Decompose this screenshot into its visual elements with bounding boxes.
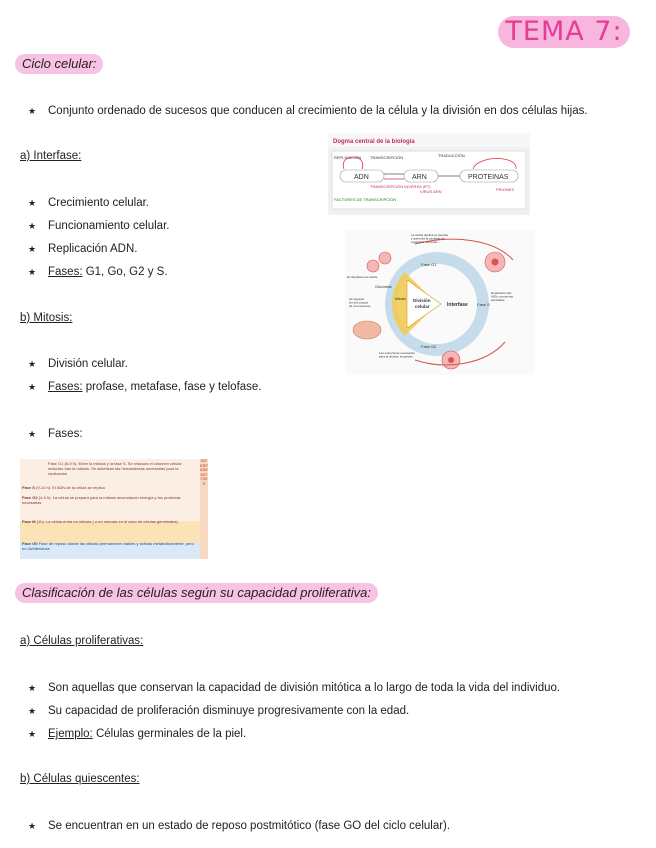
cycle-s: Fase S [477, 302, 490, 307]
row-text: (9-10 h). El ADN de la célula se replica [36, 485, 105, 490]
intro-text: Conjunto ordenado de sucesos que conducen al crecimiento de la célula y la división en dos células hijas. [48, 105, 588, 117]
row-label: Fase G2 [22, 495, 38, 500]
table-row [22, 519, 198, 541]
note-left-2: Se separan los dos juegos de cromosomas [349, 297, 371, 309]
row-label: Fase S [22, 485, 35, 490]
star-bullet-icon: ★ [28, 221, 37, 231]
list-item-text: Son aquellas que conservan la capacidad de división mitótica a lo largo de toda la vida del individuo. [48, 682, 561, 694]
row-label: Fase M [22, 519, 36, 524]
list-item [28, 357, 128, 371]
list-item-text: Replicación ADN. [48, 243, 138, 255]
note-left-1: El citoplasma se divide [347, 275, 378, 279]
dogma-priones: PRIONES [496, 187, 515, 192]
list-item [28, 196, 149, 210]
daughter-cell-1 [367, 260, 379, 272]
star-bullet-icon: ★ [28, 267, 37, 277]
list-item-text: Crecimiento celular. [48, 197, 149, 209]
table-row [22, 461, 198, 485]
list-item [28, 427, 83, 441]
dogma-transcripcion: TRANSCRIPCIÓN [370, 155, 404, 160]
cell-cycle-diagram [345, 230, 535, 375]
list-item-text: Funcionamiento celular. [48, 220, 170, 232]
proliferativas-heading: a) Células proliferativas: [20, 635, 144, 647]
section-heading-ciclo: Ciclo celular: [15, 54, 103, 74]
phase-rows [22, 461, 198, 557]
side-label-interfase: INTERFASE [200, 459, 208, 472]
cycle-g1: Fase G1 [421, 262, 437, 267]
note-top: La célula duplica su tamaño y aumenta la cantidad de orgánulos, enzimas... [411, 233, 449, 245]
list-item-text: Su capacidad de proliferación disminuye progresivamente con la edad. [48, 705, 410, 717]
section-heading-clasificacion: Clasificación de las células según su capacidad proliferativa: [15, 583, 378, 603]
phases-text: G1, Go, G2 y S. [82, 266, 168, 278]
cell-g2-nucleus [448, 357, 454, 363]
phases-label: Fases: [48, 428, 83, 440]
list-item [28, 242, 137, 256]
dividing-cell [353, 321, 381, 339]
row-text: Fase de reposo donde las células permanecen viables y activas metabólicamente, pero no dividiéndose [22, 541, 194, 551]
list-item [28, 681, 560, 695]
list-item-text: División celular. [48, 358, 128, 370]
star-bullet-icon: ★ [28, 106, 37, 116]
side-label-mitosis: MITOSIS [200, 471, 208, 486]
dogma-traduccion: TRADUCCIÓN [438, 153, 465, 158]
list-item [28, 819, 450, 833]
star-bullet-icon: ★ [28, 198, 37, 208]
list-item [28, 219, 169, 233]
table-row [22, 485, 198, 495]
phases-label: Fases: [48, 381, 83, 393]
star-bullet-icon: ★ [28, 359, 37, 369]
list-item [28, 265, 168, 279]
phase-table-figure [20, 459, 208, 559]
cycle-citocinesis: Citocinesis [375, 285, 392, 289]
cell-g1-nucleus [492, 259, 499, 266]
cycle-interfase: Interfase [447, 302, 468, 308]
star-bullet-icon: ★ [28, 382, 37, 392]
row-label: Fase G0 [22, 541, 38, 546]
mitosis-heading: b) Mitosis: [20, 312, 73, 324]
dogma-title: Dogma central de la biología [333, 139, 415, 145]
dogma-replicacion: REPLICACIÓN [334, 155, 362, 160]
phases-text: profase, metafase, fase y telofase. [82, 381, 262, 393]
dogma-inversa: TRANSCRIPCIÓN INVERSA (RT) [370, 184, 431, 189]
note-right: Duplicación del ADN y proteínas asociadas [491, 291, 514, 303]
star-bullet-icon: ★ [28, 706, 37, 716]
dogma-adn: ADN [354, 174, 369, 181]
star-bullet-icon: ★ [28, 429, 37, 439]
dogma-virus: VIRUS ARN [420, 189, 442, 194]
row-text: (4-5 h). La célula se prepara para la mitosis acumulando energía y las proteínas necesarias [22, 495, 181, 505]
dogma-diagram [328, 133, 530, 215]
daughter-cell-2 [379, 252, 391, 264]
star-bullet-icon: ★ [28, 683, 37, 693]
row-text: Fase G1 (8-9 h). Entre la mitosis y la fase S. Se restaura el volumen celular reducido tras la mitosis. Se sintetizan las herramientas necesarias para la replicación [48, 461, 182, 476]
phase-side-label [200, 459, 208, 559]
note-bottom: Las estructuras necesarias para la división empiezan [379, 351, 415, 359]
dogma-central-figure [328, 133, 530, 215]
cycle-center-2: celular [415, 304, 430, 309]
cycle-center-1: División [413, 298, 431, 303]
example-label: Ejemplo: [48, 728, 93, 740]
dogma-proteinas: PROTEINAS [468, 174, 509, 181]
page-title: TEMA 7: [498, 16, 630, 48]
dogma-arn: ARN [412, 174, 427, 181]
list-item-text: Se encuentran en un estado de reposo postmitótico (fase GO del ciclo celular). [48, 820, 451, 832]
list-item [28, 704, 409, 718]
cycle-mitosis: Mitosis [395, 297, 406, 301]
phases-label: Fases: [48, 266, 83, 278]
star-bullet-icon: ★ [28, 244, 37, 254]
quiescentes-heading: b) Células quiescentes: [20, 773, 140, 785]
table-row [22, 495, 198, 519]
intro-paragraph [28, 104, 588, 118]
cycle-g2: Fase G2 [421, 344, 437, 349]
dogma-factores: FACTORES DE TRANSCRIPCIÓN [334, 197, 397, 202]
interfase-heading: a) Interfase: [20, 150, 82, 162]
table-row [22, 541, 198, 557]
star-bullet-icon: ★ [28, 729, 37, 739]
example-text: Células germinales de la piel. [92, 728, 247, 740]
list-item [28, 727, 246, 741]
cell-cycle-figure [345, 230, 535, 375]
list-item [28, 380, 262, 394]
row-text: (1h). La célula entra en mitosis ( o en meiosis en el caso de células germinales) [36, 519, 178, 524]
star-bullet-icon: ★ [28, 821, 37, 831]
